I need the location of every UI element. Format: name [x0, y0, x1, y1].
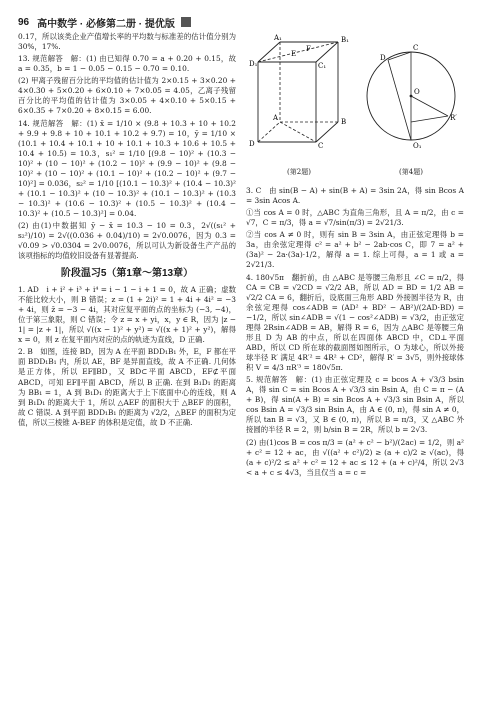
svg-text:A: A: [273, 114, 279, 122]
svg-text:D₁: D₁: [249, 60, 258, 68]
svg-text:D: D: [380, 54, 386, 62]
paragraph: 13. 规范解答 解：(1) 由已知得 0.70 = a + 0.20 + 0.15，故 a = 0.35，b = 1 − 0.05 − 0.15 − 0.70 = 0.10.: [18, 54, 236, 74]
paragraph: 0.17，所以该类企业产值增长率的平均数与标准差的估计值分别为30%，17%.: [18, 32, 236, 52]
left-column: [18, 32, 236, 430]
page-number: 96: [18, 16, 30, 28]
paragraph: 4. 180√5π 翻折前，由 △ABC 是等腰三角形且 ∠C = π/2，得 CA = CB = √2CD = √2/2 AB，所以 AD = BD = 1/2 AB = √2/2 CA = 6，翻折后，设底面三角形 ABD 外接圆半径为 R，由余弦定理得 cos∠ADB = (AD² + BD² − AB²)/(2AD·BD) = −1/2，所以 sin∠ADB = √(1 − cos²∠ADB) = √3/2，由正弦定理得 2Rsin∠ADB = AB，解得 R = 6，因为 △ABC 是等腰三角形且 D 为 AB 的中点，所以在四面体 ABCD 中，CD⊥平面 ABD，所以 CD 所在球的截面图如图所示，O 为球心，所以外接球半径 R′ 满足 4R′² = 4R² + CD²，解得 R′ = 3√5，则外接球体积 V = 4/3 πR′³ = 180√5π.: [246, 272, 464, 373]
paragraph: ②当 cos A ≠ 0 时，则有 sin B = 3sin A，由正弦定理得 b = 3a，由余弦定理得 c² = a² + b² − 2ab·cos C，即 7 = a² + (3a)² − 2a·(3a)·1/2，解得 a = 1. 综上可得，a = 1 或 a = 2√21/3.: [246, 230, 464, 270]
paragraph: (2) 由(1)中数据知 ȳ − x̄ = 10.3 − 10 = 0.3，2√((s₁² + s₂²)/10) = 2√((0.036 + 0.04)/10) = 2√0.0076，因为 0.3 = √0.09 > √0.0304 = 2√0.0076，所以可认为新设备生产产品的该项指标的均值较旧设备有显著提高.: [18, 221, 236, 261]
cube-figure: [246, 32, 352, 182]
paragraph: (2) 由(1)cos B = cos π/3 = (a² + c² − b²)/(2ac) = 1/2，则 a² + c² = 12 + ac，由 √((a² + c²)/2) ≥ (a + c)/2 ≥ √(ac)，得 (a + c)²/2 ≤ a² + c² = 12 + ac ≤ 12 + (a + c)²/4，所以 2√3 < a + c ≤ 4√3，当且仅当 a = c =: [246, 437, 464, 477]
svg-text:C₁: C₁: [318, 62, 327, 70]
page-header: [18, 12, 462, 32]
figure-caption: (第2题): [287, 168, 311, 176]
svg-text:E: E: [291, 50, 297, 58]
paragraph: 14. 规范解答 解：(1) x̄ = 1/10 × (9.8 + 10.3 + 10 + 10.2 + 9.9 + 9.8 + 10 + 10.1 + 10.2 + 9.7) = 10，ȳ = 1/10 × (10.1 + 10.4 + 10.1 + 10 + 10.1 + 10.3 + 10.6 + 10.5 + 10.4 + 10.5) = 10.3，s₁² = 1/10 [(9.8 − 10)² + (10.3 − 10)² + (10 − 10)² + (10.2 − 10)² + (9.9 − 10)² + (9.8 − 10)² + (10 − 10)² + (10.1 − 10)² + (10.2 − 10)² + (9.7 − 10)²] = 0.036，s₂² = 1/10 [(10.1 − 10.3)² + (10.4 − 10.3)² + (10.1 − 10.3)² + (10 − 10.3)² + (10.1 − 10.3)² + (10.3 − 10.3)² + (10.6 − 10.3)² + (10.5 − 10.3)² + (10.4 − 10.3)² + (10.5 − 10.3)²] = 0.04.: [18, 118, 236, 219]
svg-text:A₁: A₁: [274, 34, 282, 42]
svg-text:D: D: [249, 140, 255, 148]
svg-text:C: C: [413, 44, 419, 52]
cube-diagram: [246, 32, 352, 166]
book-title: 高中数学 · 必修第二册 · 提优版: [37, 18, 175, 30]
paragraph: ①当 cos A = 0 时，△ABC 为直角三角形，且 A = π/2，由 c = √7，C = π/3，得 a = √7/sin(π/3) = 2√21/3.: [246, 208, 464, 228]
sphere-diagram: [358, 32, 464, 166]
paragraph: 3. C 由 sin(B − A) + sin(B + A) = 3sin 2A，得 sin Bcos A = 3sin Acos A.: [246, 186, 464, 206]
svg-text:O: O: [414, 88, 420, 96]
paragraph: 5. 规范解答 解：(1) 由正弦定理及 c = bcos A + √3/3 bsin A，得 sin C = sin Bcos A + √3/3 sin Bsin A，由 C = π − (A + B)，得 sin(A + B) = sin Bcos A + √3/3 sin Bsin A，所以 cos Bsin A = √3/3 sin Bsin A，由 A ∈ (0, π)，得 sin A ≠ 0，所以 tan B = √3，又 B ∈ (0, π)，所以 B = π/3，又 △ABC 外接圆的半径 R = 2，则 b/sin B = 2R，所以 b = 2√3.: [246, 375, 464, 435]
svg-text:B: B: [341, 118, 347, 126]
svg-text:C: C: [318, 142, 324, 150]
sphere-figure: [358, 32, 464, 182]
paragraph: 1. AD i + i² + i³ + i⁴ = i − 1 − i + 1 = 0，故 A 正确；虚数不能比较大小，则 B 错误；z = (1 + 2i)² = 1 + 4i + 4i² = −3 + 4i，则 z̄ = −3 − 4i，其对应复平面的点的坐标为 (−3, −4)，位于第三象限，则 C 错误；令 z = x + yi，x，y ∈ R，因为 |z − 1| = |z + 1|，所以 √((x − 1)² + y²) = √((x + 1)² + y²)，解得 x = 0，则 z 在复平面内对应的点的轨迹为直线，D 正确.: [18, 284, 236, 345]
figure-caption: (第4题): [399, 168, 423, 176]
right-column: [246, 32, 464, 480]
svg-text:F: F: [306, 45, 311, 53]
paragraph: 2. B 如图，连接 BD，因为 A 在平面 BDD₁B₁ 外，E，F 都在平面 BDD₁B₁ 内，所以 AE，BF 是异面直线，故 A 不正确. 几何体是正方体，所以 EF∥BD，又 BD⊂平面 ABCD，EF⊄平面 ABCD，可知 EF∥平面 ABCD，所以 B 正确. 在到 B₁D₁ 的距离为 BB₁ = 1，A 到 B₁D₁ 的距离大于上下底面中心的连线，则 A 到 B₁D₁ 的距离大于 1，所以 △AEF 的面积大于 △BEF 的面积，故 C 错误. A 到平面 BDD₁B₁ 的距离为 √2/2，△BEF 的面积为定值，所以三棱锥 A-BEF 的体积是定值，故 D 不正确.: [18, 347, 236, 427]
svg-text:B₁: B₁: [341, 36, 349, 44]
paragraph: (2) 甲离子残留百分比的平均值的估计值为 2×0.15 + 3×0.20 + 4×0.30 + 5×0.20 + 6×0.10 + 7×0.05 = 4.05，乙离子残留百分比的平均值的估计值为 3×0.05 + 4×0.10 + 5×0.15 + 6×0.35 + 7×0.20 + 8×0.15 = 6.00.: [18, 76, 236, 116]
svg-text:R′: R′: [450, 114, 457, 122]
figures-row: [246, 32, 464, 182]
qr-code-icon: [181, 17, 191, 27]
svg-text:O₁: O₁: [413, 142, 422, 150]
section-heading: 阶段温习5（第1章～第13章）: [60, 268, 194, 280]
